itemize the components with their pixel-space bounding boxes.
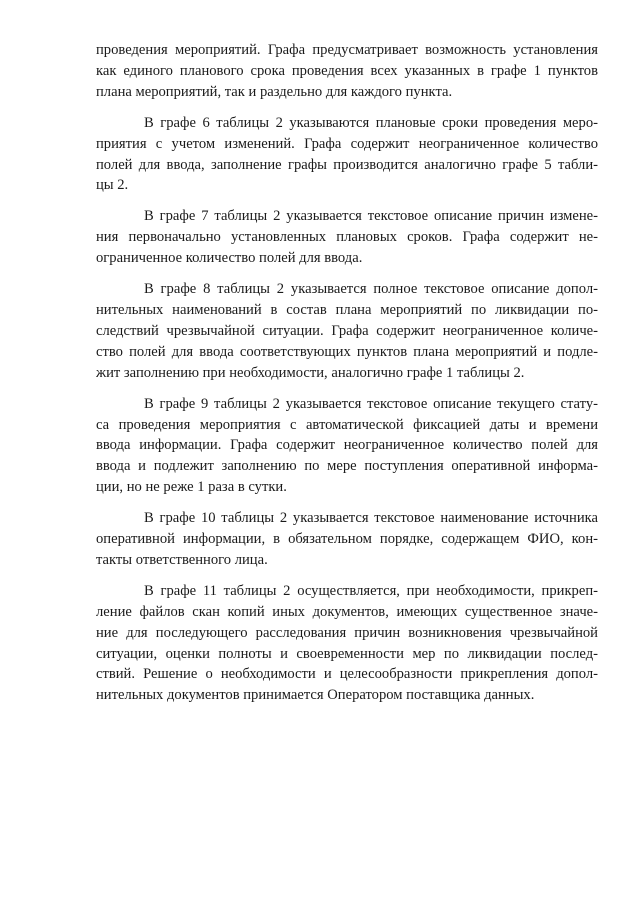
text-line: как единого планового срока проведения всех указанных в графе 1 пунктов (96, 62, 598, 79)
text-line: цы 2. (96, 177, 129, 194)
text-line: полей для ввода, заполнение графы производится аналогично графе 5 табли- (96, 156, 598, 173)
paragraph-column-10 (96, 508, 598, 571)
text-line: такты ответственного лица. (96, 551, 268, 568)
paragraph-column-9 (96, 394, 598, 499)
text-line: приятия с учетом изменений. Графа содержит неограниченное количество (96, 135, 598, 152)
paragraph-column-8 (96, 279, 598, 384)
text-line: В графе 9 таблицы 2 указывается текстовое описание текущего стату- (144, 395, 598, 412)
text-line: В графе 8 таблицы 2 указывается полное текстовое описание допол- (144, 281, 598, 298)
text-line: ввода информации. Графа содержит неограниченное количество полей для (96, 437, 598, 454)
text-line: нительных документов принимается Оператором поставщика данных. (96, 687, 535, 704)
text-line: жит заполнению при необходимости, аналогично графе 1 таблицы 2. (96, 364, 525, 381)
text-line: ствий. Решение о необходимости и целесообразности прикрепления допол- (96, 666, 598, 683)
text-line: ние для последующего расследования причин возникновения чрезвычайной (96, 624, 598, 641)
text-line: следствий чрезвычайной ситуации. Графа содержит неограниченное количе- (96, 322, 598, 339)
text-line: ния первоначально установленных плановых сроков. Графа содержит не- (96, 229, 598, 246)
text-line: ление файлов скан копий иных документов, имеющих существенное значе- (96, 603, 598, 620)
text-line: В графе 11 таблицы 2 осуществляется, при необходимости, прикреп- (144, 582, 598, 599)
text-line: плана мероприятий, так и раздельно для каждого пункта. (96, 83, 453, 100)
text-line: ограниченное количество полей для ввода. (96, 250, 363, 267)
text-line: ство полей для ввода соответствующих пунктов плана мероприятий и подле- (96, 343, 598, 360)
text-line: оперативной информации, в обязательном порядке, содержащем ФИО, кон- (96, 531, 598, 548)
text-line: ситуации, оценки полноты и своевременности мер по ликвидации послед- (96, 645, 598, 662)
text-line: ввода и подлежит заполнению по мере поступления оперативной информа- (96, 458, 598, 475)
paragraph-continuation (96, 40, 598, 103)
paragraph-column-11 (96, 581, 598, 706)
text-line: В графе 6 таблицы 2 указываются плановые сроки проведения меро- (144, 114, 598, 131)
paragraph-column-6 (96, 113, 598, 197)
paragraph-column-7 (96, 206, 598, 269)
text-line: ции, но не реже 1 раза в сутки. (96, 479, 287, 496)
text-line: нительных наименований в состав плана мероприятий по ликвидации по- (96, 301, 598, 318)
text-line: проведения мероприятий. Графа предусматривает возможность установления (96, 42, 598, 58)
document-body (96, 40, 598, 716)
text-line: В графе 7 таблицы 2 указывается текстовое описание причин измене- (144, 208, 598, 225)
text-line: са проведения мероприятия с автоматической фиксацией даты и времени (96, 416, 598, 433)
text-line: В графе 10 таблицы 2 указывается текстовое наименование источника (144, 510, 598, 527)
